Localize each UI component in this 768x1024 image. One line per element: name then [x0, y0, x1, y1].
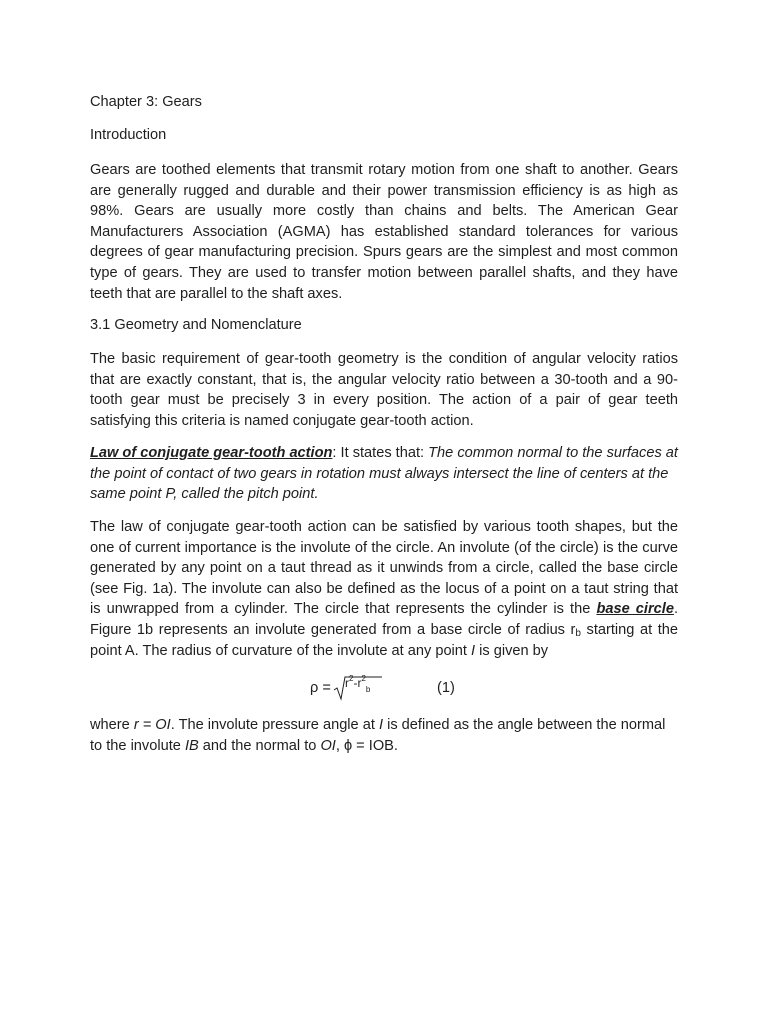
where-r-def: r = OI: [133, 717, 171, 733]
formula-sub-b: b: [365, 685, 371, 694]
intro-heading: Introduction: [90, 127, 167, 143]
where-paragraph: [90, 715, 678, 756]
involute-text-2: . Figure 1b represents an involute generated from a base circle of radius r: [90, 601, 678, 638]
where-oi: OI: [320, 737, 336, 754]
where-text-4: and the normal to: [198, 737, 321, 754]
formula-radicand: [345, 674, 371, 694]
where-text-5: , ϕ = IOB.: [335, 737, 398, 754]
involute-paragraph: [90, 517, 678, 661]
law-connector: : It states that:: [332, 445, 429, 461]
where-point-i: I: [378, 717, 384, 733]
equation-number: (1): [437, 680, 455, 696]
chapter-title: Chapter 3: Gears: [90, 94, 202, 110]
law-statement: The common normal to the surfaces at the point of contact of two gears in rotation must always intersect the line of centers at the same point P, called the pitch point.: [90, 445, 678, 503]
formula-1: [0, 674, 768, 704]
where-text-2: . The involute pressure angle at: [170, 717, 379, 733]
formula-r: r: [345, 676, 349, 690]
formula-minus-r: -r: [353, 676, 362, 690]
formula-lhs: ρ =: [310, 680, 331, 696]
base-circle-term: base circle: [596, 601, 674, 618]
section-heading: 3.1 Geometry and Nomenclature: [90, 317, 302, 333]
involute-text-1: The law of conjugate gear-tooth action can be satisfied by various tooth shapes, but the one of current importance is the involute of the circle. An involute (of the circle) is the curve generated by any point on a taut thread as it unwinds from a circle, called the base circle (see Fig. 1a). The involute can also be defined as the locus of a point on a taut string that is unwrapped from a cylinder. The circle that represents the cylinder is the: [90, 519, 678, 618]
where-text-1: where: [90, 717, 134, 733]
intro-paragraph: Gears are toothed elements that transmit rotary motion from one shaft to another. Gears are generally rugged and durable and their power transmission efficiency is as high as 98%. Gears are usually more costly than chains and belts. The American Gear Manufacturers Association (AGMA) has established standard tolerances for various degrees of gear manufacturing precision. Spurs gears are the simplest and most common type of gears. They are used to transfer motion between parallel shafts, and they have teeth that are parallel to the shaft axes.: [90, 162, 678, 302]
involute-text-3: starting at the point A. The radius of curvature of the involute at any point: [90, 621, 679, 659]
involute-point-i: I: [471, 642, 476, 659]
where-ib: IB: [184, 737, 199, 754]
where-text-3: is defined as the angle between the normal to the involute: [90, 717, 666, 754]
geometry-paragraph: The basic requirement of gear-tooth geometry is the condition of angular velocity ratios that are exactly constant, that is, the angular velocity ratio between a 30-tooth and a 90-tooth gear must be precisely 3 in every position. The action of a pair of gear teeth satisfying this criteria is named conjugate gear-tooth action.: [90, 351, 678, 429]
law-paragraph: [90, 443, 678, 505]
involute-text-4: is given by: [475, 642, 549, 659]
formula-exp-2: 2: [361, 674, 366, 683]
involute-sub-b: b: [575, 627, 581, 639]
law-term: Law of conjugate gear-tooth action: [90, 445, 333, 461]
formula-exp-1: 2: [349, 674, 354, 683]
